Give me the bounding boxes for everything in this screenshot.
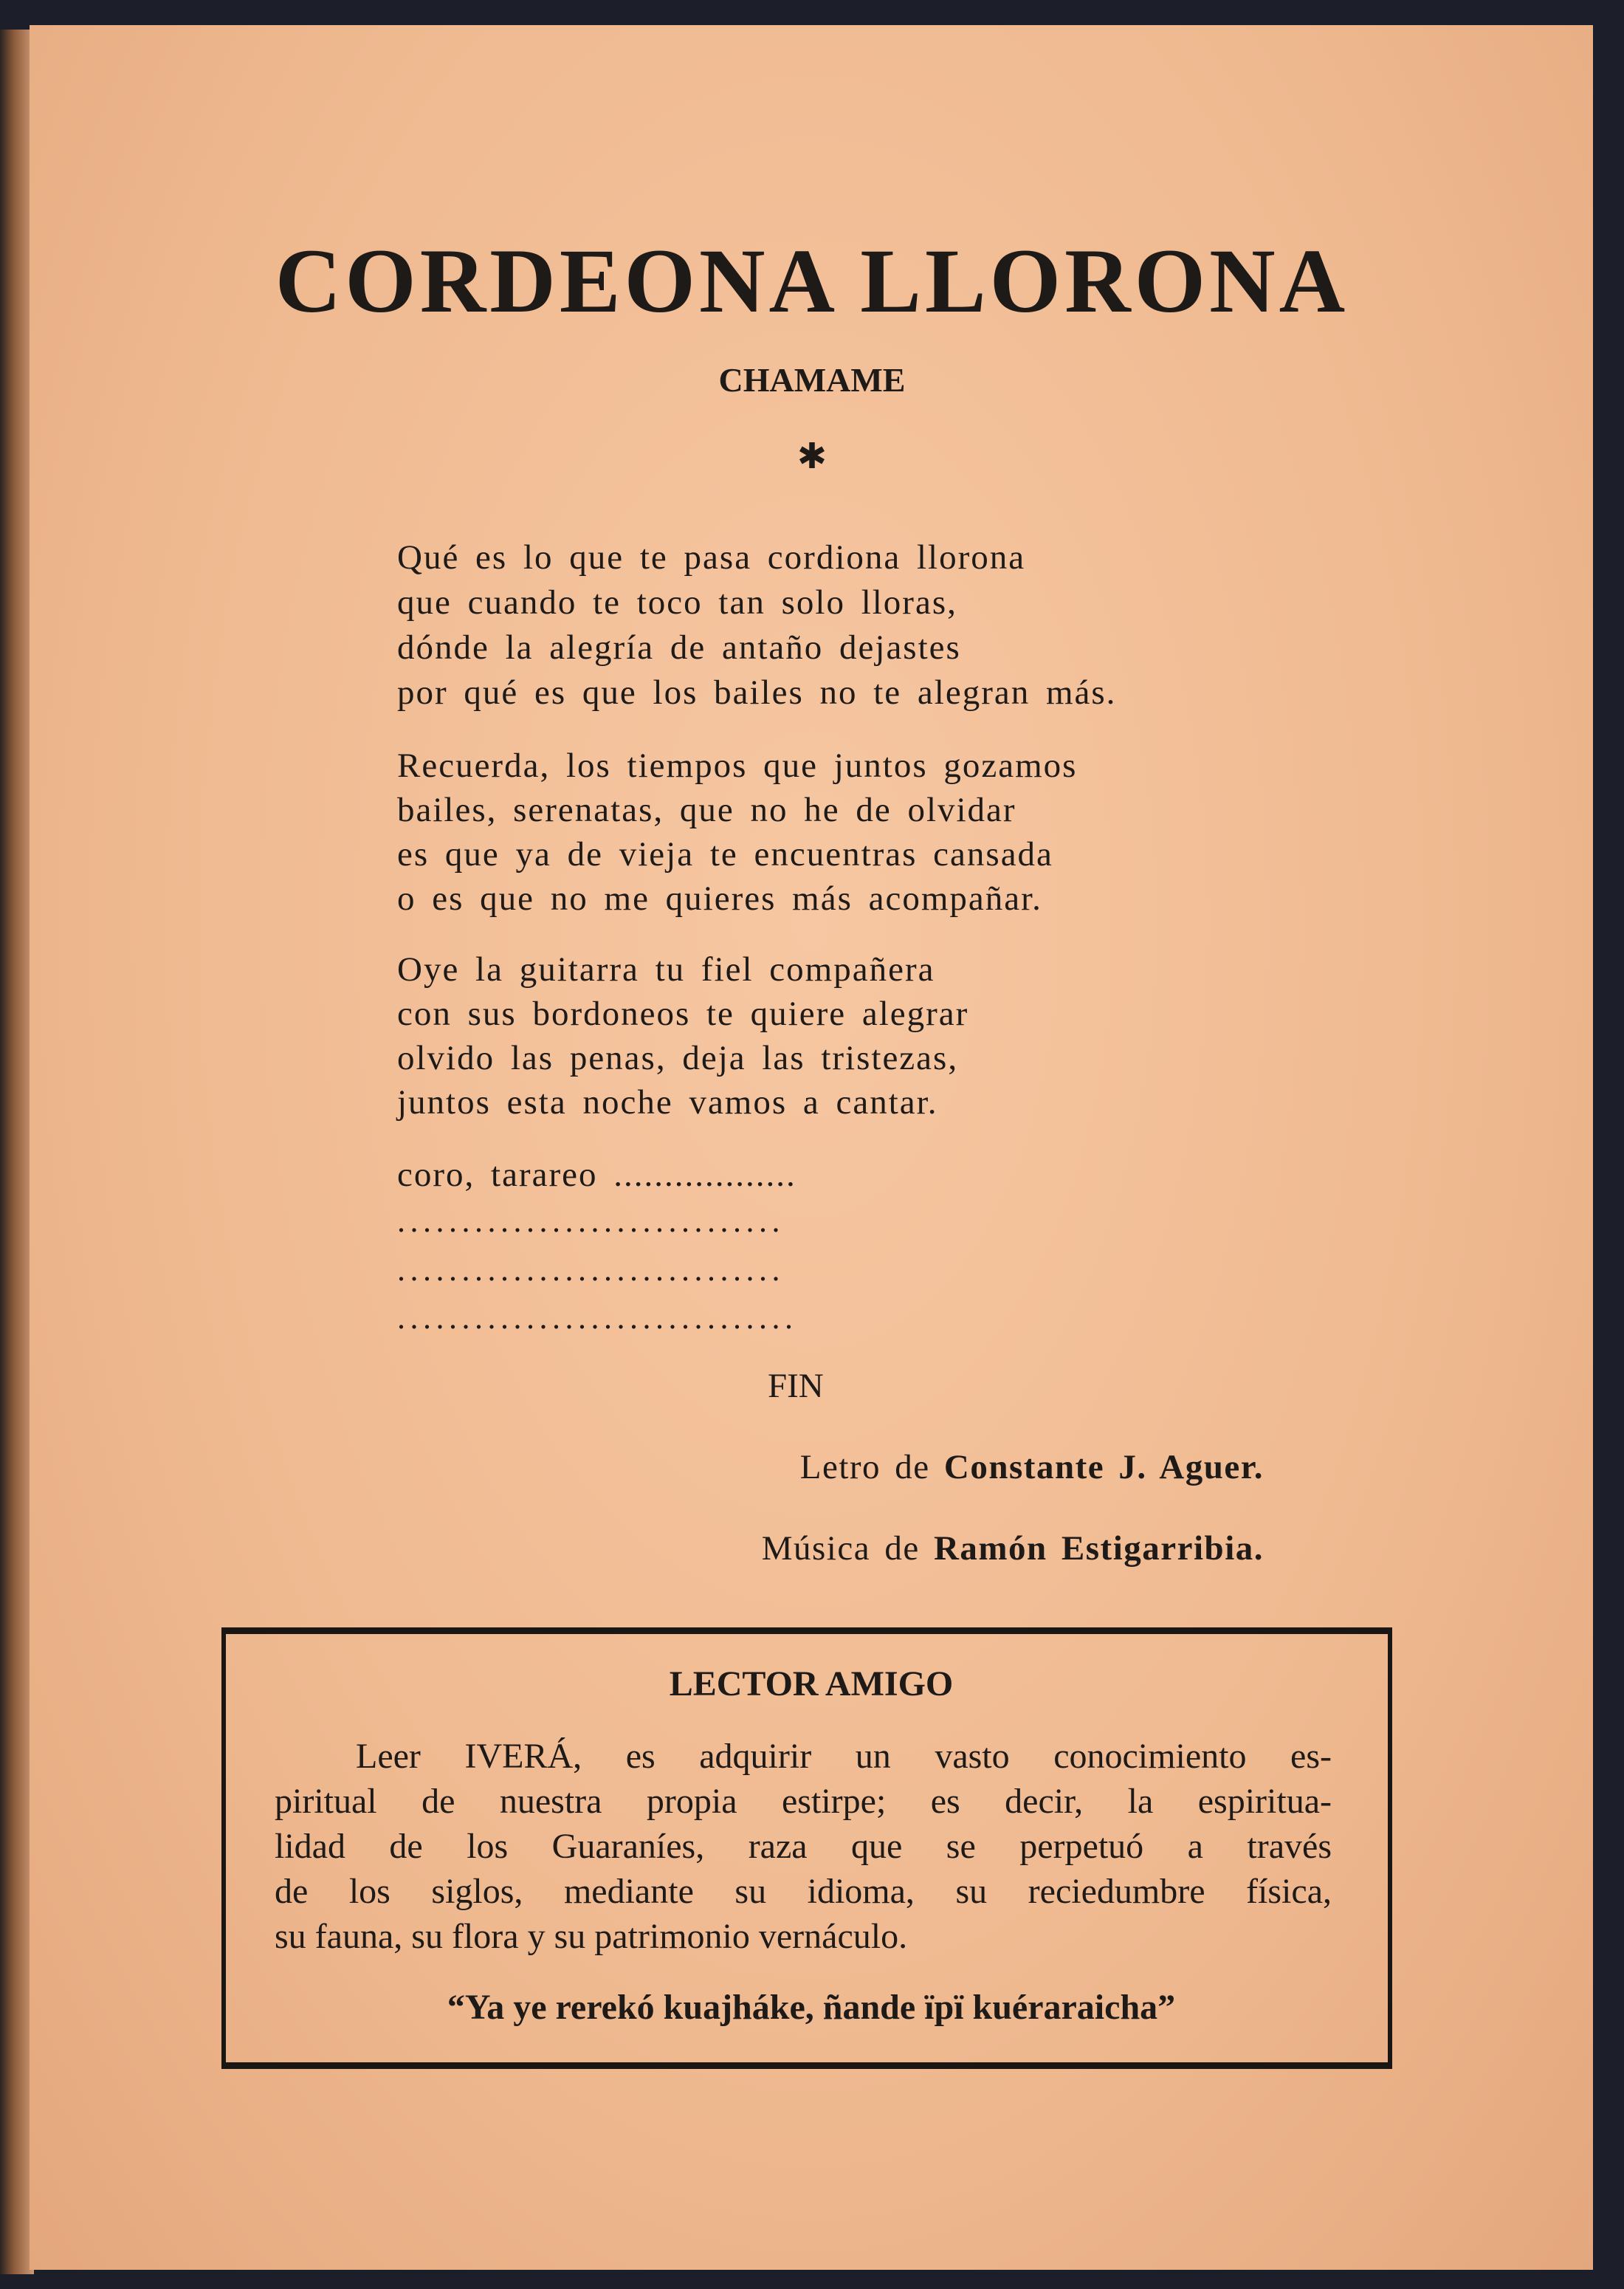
- lyric-line: por qué es que los bailes no te alegran más.: [397, 673, 1117, 712]
- lyric-line: o es que no me quieres más acompañar.: [397, 879, 1042, 918]
- lyric-line: dónde la alegría de antaño dejastes: [397, 628, 961, 667]
- lyrics-credit: [800, 1447, 1264, 1487]
- lyric-line: juntos esta noche vamos a cantar.: [397, 1083, 938, 1122]
- lyric-line: Recuerda, los tiempos que juntos gozamos: [397, 747, 1078, 785]
- music-credit: [762, 1528, 1264, 1568]
- lyric-line: Qué es lo que te pasa cordiona llorona: [397, 538, 1026, 577]
- lyric-line: que cuando te toco tan solo lloras,: [397, 583, 957, 622]
- dotted-line: ...............................: [397, 1300, 798, 1336]
- notice-line: de los siglos, mediante su idioma, su reciedumbre física,: [275, 1872, 1332, 1911]
- notice-line: piritual de nuestra propia estirpe; es decir, la espiritua-: [275, 1782, 1332, 1821]
- music-label: Música de: [761, 1529, 920, 1568]
- song-title: CORDEONA LLORONA: [275, 230, 1349, 332]
- notice-line: su fauna, su flora y su patrimonio vernáculo.: [275, 1917, 908, 1956]
- lyric-line: olvido las penas, deja las tristezas,: [397, 1039, 959, 1077]
- dotted-line: ..............................: [397, 1203, 785, 1239]
- lyrics-label: Letro de: [799, 1448, 930, 1486]
- notice-quote: “Ya ye rerekó kuajháke, ñande ïpï kuéraraicha”: [447, 1988, 1176, 2027]
- notice-heading: LECTOR AMIGO: [669, 1664, 954, 1703]
- lyric-line: Oye la guitarra tu fiel compañera: [397, 950, 935, 989]
- lyric-line: es que ya de vieja te encuentras cansada: [397, 835, 1053, 874]
- chorus-line: coro, tarareo ..................: [397, 1156, 796, 1194]
- star-ornament-icon: ✱: [796, 437, 828, 476]
- notice-line: lidad de los Guaraníes, raza que se perpetuó a través: [275, 1827, 1332, 1866]
- notice-box: [221, 1627, 1392, 2069]
- lyrics-author: Constante J. Aguer.: [943, 1448, 1264, 1486]
- music-author: Ramón Estigarribia.: [933, 1529, 1264, 1568]
- lyric-line: bailes, serenatas, que no he de olvidar: [397, 791, 1016, 829]
- notice-line: Leer IVERÁ, es adquirir un vasto conocimiento es-: [356, 1737, 1332, 1776]
- song-genre: CHAMAME: [718, 361, 906, 399]
- dotted-line: ..............................: [397, 1252, 785, 1288]
- lyric-line: con sus bordoneos te quiere alegrar: [397, 995, 969, 1033]
- end-marker: FIN: [768, 1367, 824, 1405]
